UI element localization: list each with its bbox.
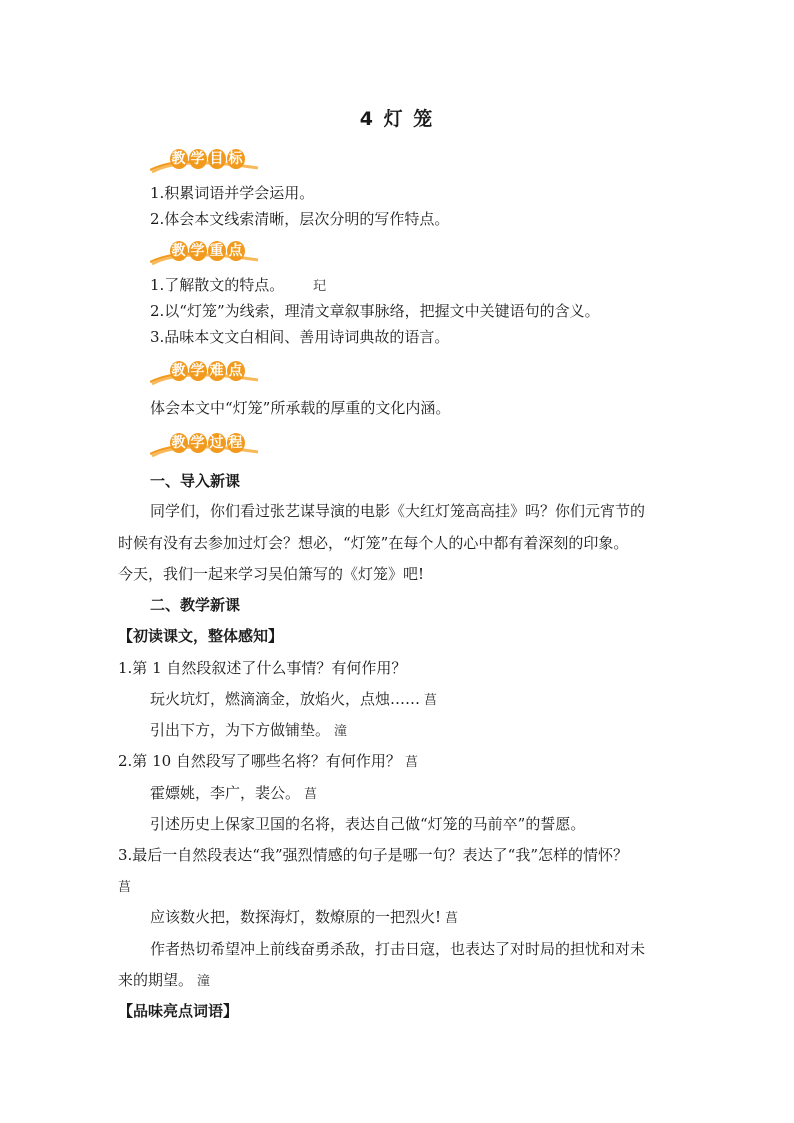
answer-text: 引出下方，为下方做铺垫。 [150, 721, 331, 739]
answer: 作者热切希望冲上前线奋勇杀敌，打击日寇，也表达了对时局的担忧和对未 [150, 940, 646, 958]
key-item-text: 1.了解散文的特点。 [150, 276, 285, 294]
question-mark-line [118, 875, 131, 899]
badge-char: 学 [190, 151, 206, 167]
badge-char: 教 [171, 151, 187, 167]
badge-char: 难 [209, 363, 225, 379]
heading-intro: 一、导入新课 [150, 472, 241, 490]
badge-char: 目 [209, 151, 225, 167]
page-title: 4 灯 笼 [359, 108, 435, 130]
key-item [150, 274, 326, 298]
answer-text: 霍嫖姚，李广，裴公。 [150, 784, 301, 802]
badge-char: 重 [209, 243, 225, 259]
answer [150, 782, 317, 806]
answer-mark: 菖 [445, 911, 459, 926]
answer-mark: 潼 [334, 724, 348, 739]
section-badge-process [150, 430, 260, 460]
subheading-highlight-words: 【品味亮点词语】 [118, 1002, 239, 1020]
answer-text: 玩火坑灯，燃滴滴金，放焰火，点烛…… [150, 690, 421, 708]
paragraph-line: 同学们，你们看过张艺谋导演的电影《大红灯笼高高挂》吗？你们元宵节的 [150, 502, 646, 520]
heading-new-lesson: 二、教学新课 [150, 596, 241, 614]
paragraph-line: 今天，我们一起来学习吴伯箫写的《灯笼》吧! [118, 565, 425, 583]
answer: 引述历史上保家卫国的名将，表达自己做“灯笼的马前卒”的誓愿。 [150, 815, 586, 833]
answer [150, 719, 347, 743]
answer-text: 来的期望。 [118, 971, 194, 989]
question-mark: 菖 [404, 755, 418, 770]
badge-char: 教 [171, 243, 187, 259]
badge-char: 点 [228, 243, 244, 259]
difficult-text: 体会本文中“灯笼”所承载的厚重的文化内涵。 [150, 399, 451, 417]
section-badge-key [150, 238, 260, 268]
badge-char: 教 [171, 435, 187, 451]
answer [150, 688, 437, 712]
answer-mark: 菖 [304, 787, 318, 802]
answer-mark: 菖 [424, 693, 438, 708]
question [118, 750, 418, 774]
section-badge-goals [150, 146, 260, 176]
answer-text: 应该数火把，数探海灯，数燎原的一把烈火! [150, 908, 442, 926]
subheading-first-read: 【初读课文，整体感知】 [118, 627, 284, 645]
question: 3.最后一自然段表达“我”强烈情感的句子是哪一句？表达了“我”怎样的情怀？ [118, 846, 628, 864]
answer [150, 906, 458, 930]
key-mark: 玘 [313, 279, 327, 294]
badge-char: 过 [209, 435, 225, 451]
question-mark: 菖 [118, 880, 132, 895]
badge-char: 教 [171, 363, 187, 379]
badge-char: 学 [190, 243, 206, 259]
section-badge-difficult [150, 358, 260, 388]
key-item: 3.品味本文文白相间、善用诗词典故的语言。 [150, 328, 450, 346]
badge-char: 标 [228, 151, 244, 167]
key-item: 2.以“灯笼”为线索，理清文章叙事脉络，把握文中关键语句的含义。 [150, 302, 600, 320]
badge-char: 程 [228, 435, 244, 451]
answer [118, 969, 210, 993]
paragraph-line: 时候有没有去参加过灯会？想必，“灯笼”在每个人的心中都有着深刻的印象。 [118, 534, 629, 552]
badge-char: 点 [228, 363, 244, 379]
goal-item: 1.积累词语并学会运用。 [150, 184, 315, 202]
badge-char: 学 [190, 363, 206, 379]
question-text: 2.第 10 自然段写了哪些名将？有何作用？ [118, 752, 401, 770]
answer-mark: 潼 [197, 974, 211, 989]
question: 1.第 1 自然段叙述了什么事情？有何作用？ [118, 659, 407, 677]
goal-item: 2.体会本文线索清晰，层次分明的写作特点。 [150, 210, 450, 228]
badge-char: 学 [190, 435, 206, 451]
